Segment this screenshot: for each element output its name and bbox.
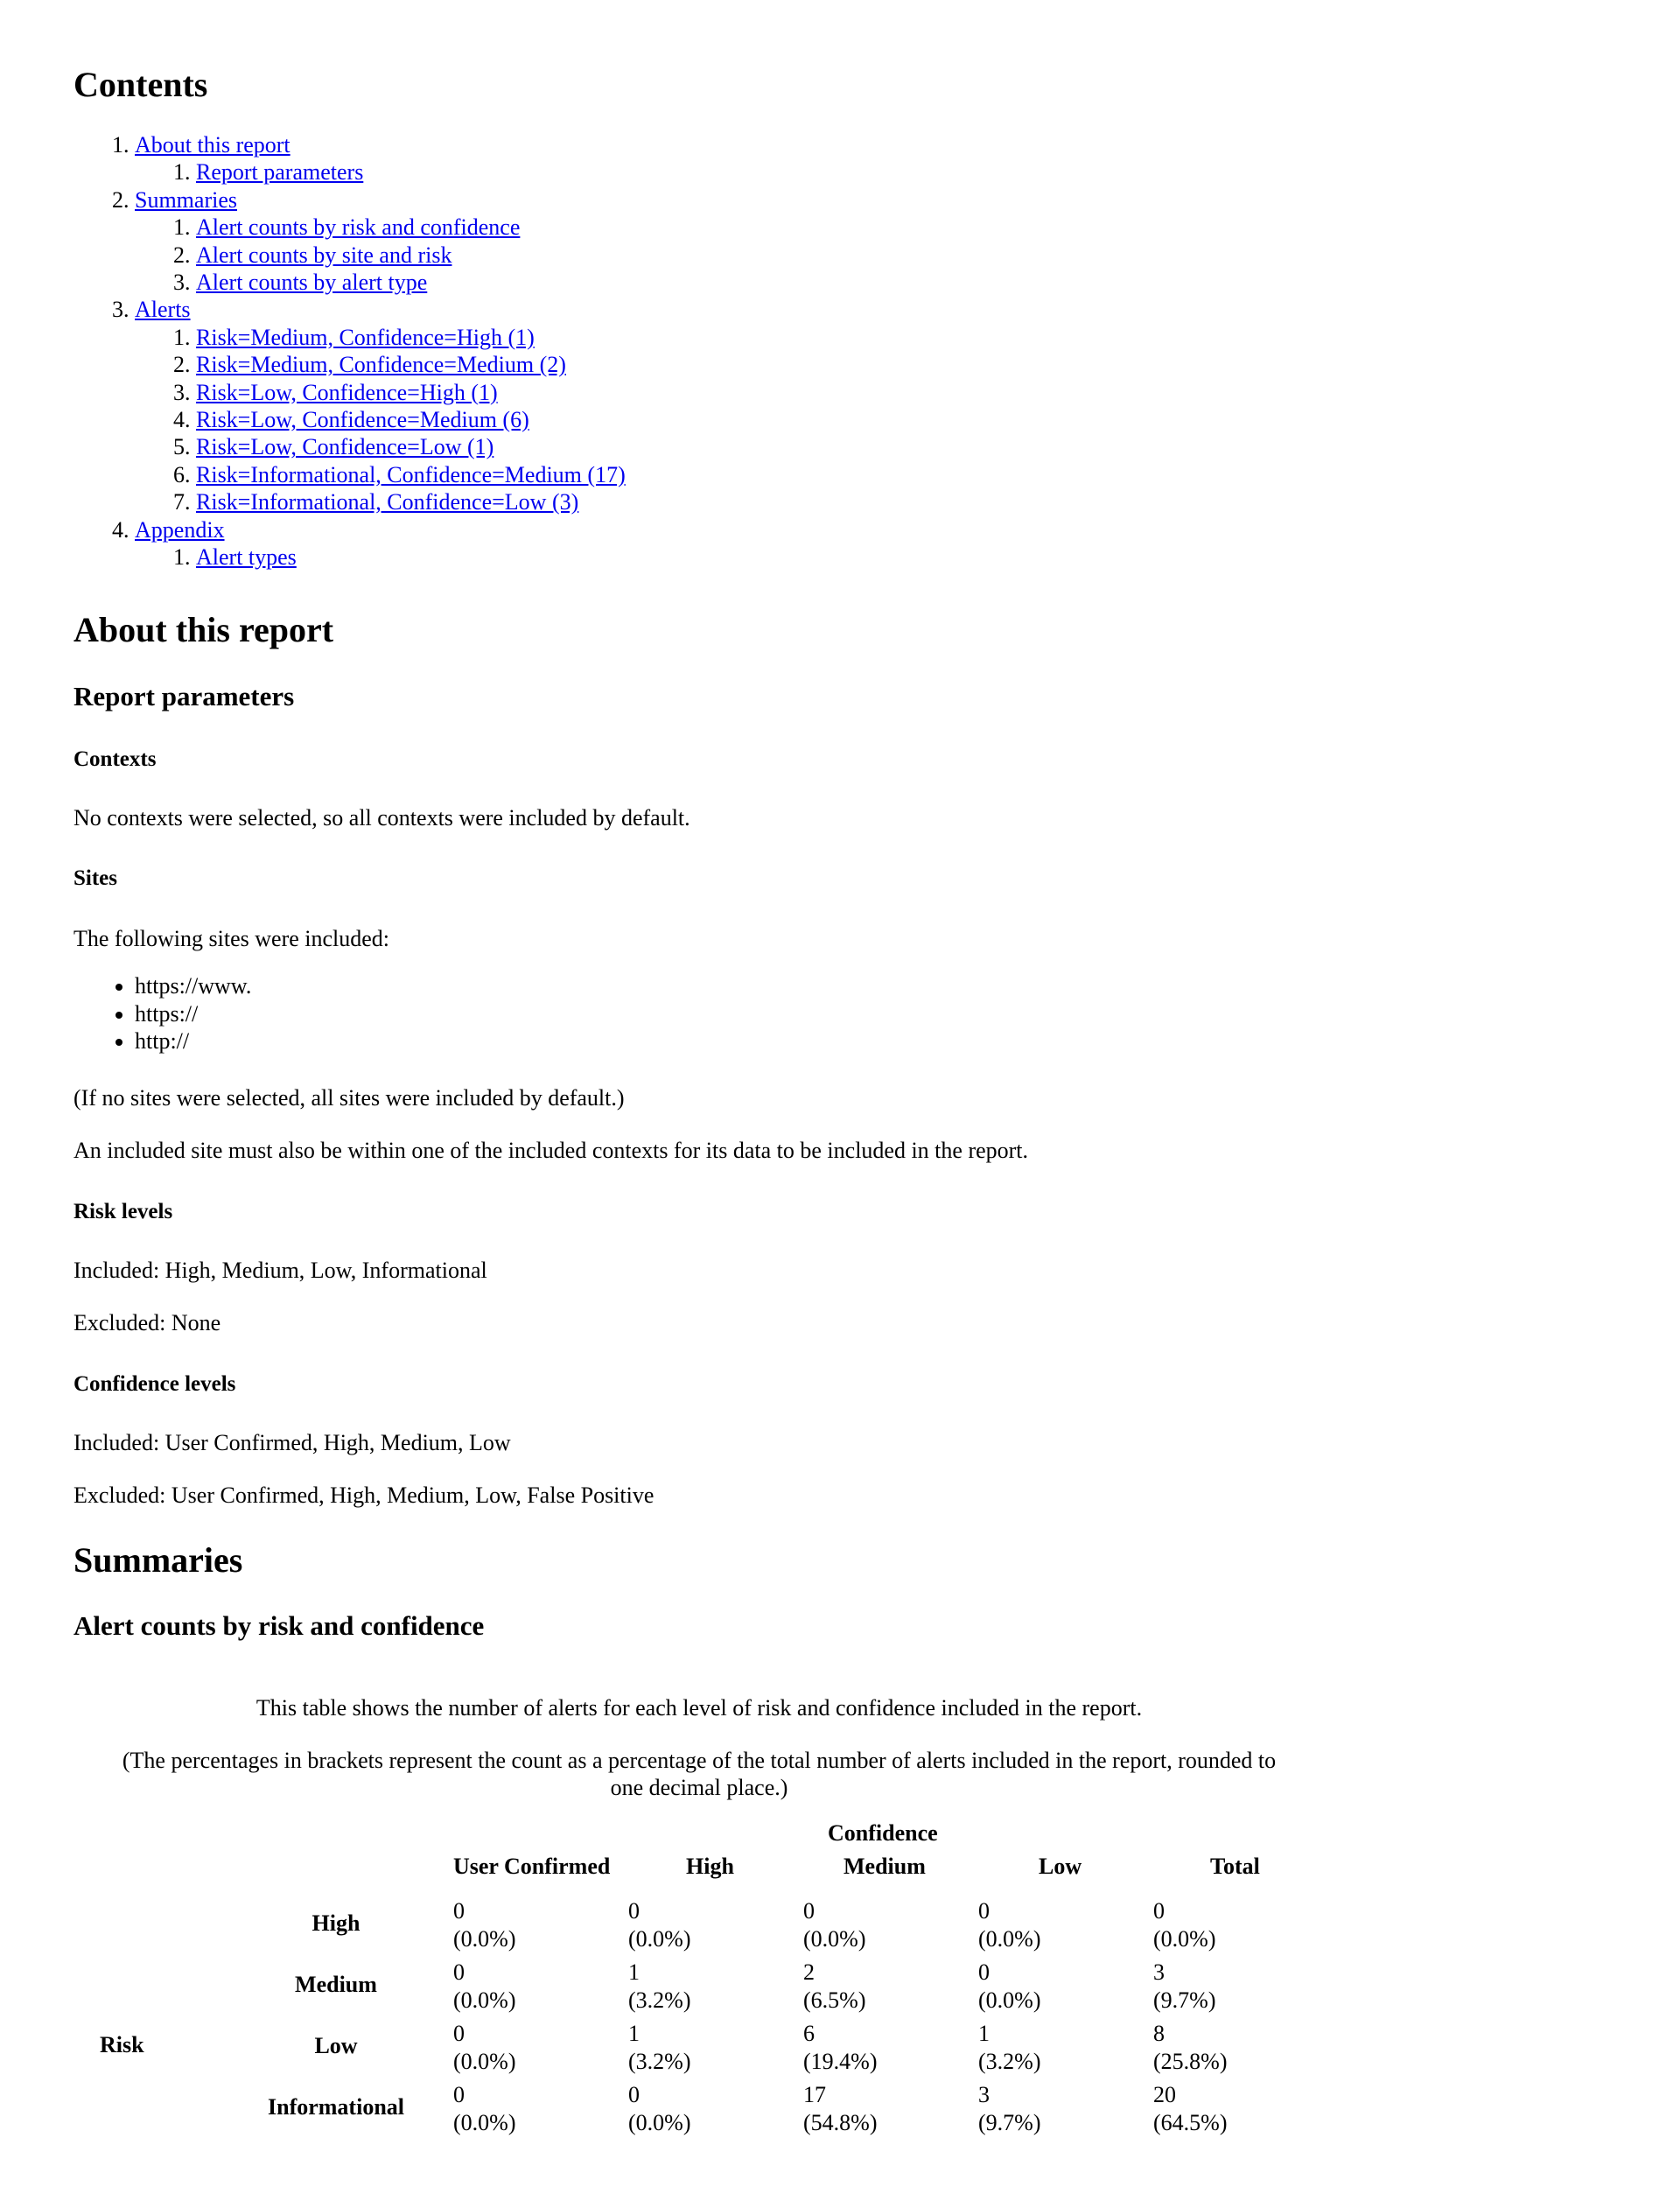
table-cell: 0 (0.0%) — [453, 1959, 516, 2013]
column-header-low: Low — [1039, 1854, 1082, 1879]
table-cell: 0 (0.0%) — [628, 1898, 691, 1952]
sites-note-context: An included site must also be within one of the included contexts for its data to be included in the report. — [74, 1138, 1029, 1163]
toc-item — [135, 296, 626, 515]
table-of-contents — [74, 131, 626, 571]
table-cell: 17 (54.8%) — [803, 2082, 878, 2135]
toc-link-alert-types[interactable]: Alert types — [196, 544, 297, 571]
table-cell: 0 (0.0%) — [978, 1959, 1041, 2013]
toc-link-alert-4[interactable]: Risk=Low, Confidence=Medium (6) — [196, 407, 529, 433]
table-note-line: (The percentages in brackets represent the count as a percentage of the total number of alerts included in the report, rounded to — [122, 1748, 1277, 1773]
column-header-high: High — [686, 1854, 734, 1879]
table-cell: 8 (25.8%) — [1153, 2021, 1228, 2074]
table-description: This table shows the number of alerts for each level of risk and confidence included in the report. — [256, 1695, 1143, 1721]
risk-levels-heading: Risk levels — [74, 1200, 173, 1223]
row-label-informational: Informational — [268, 2094, 404, 2120]
sites-list — [74, 972, 251, 1055]
risk-confidence-table — [74, 1820, 1386, 2153]
table-cell: 0 (0.0%) — [453, 1898, 516, 1952]
toc-item — [135, 131, 626, 186]
table-cell: 0 (0.0%) — [803, 1898, 866, 1952]
column-header-total: Total — [1210, 1854, 1260, 1879]
table-cell: 1 (3.2%) — [978, 2021, 1041, 2074]
about-heading: About this report — [74, 610, 334, 649]
toc-item — [135, 186, 626, 297]
table-cell: 6 (19.4%) — [803, 2021, 878, 2074]
column-header-medium: Medium — [844, 1854, 926, 1879]
column-header-user-confirmed: User Confirmed — [453, 1854, 611, 1879]
toc-link-alert-7[interactable]: Risk=Informational, Confidence=Low (3) — [196, 489, 579, 515]
confidence-levels-heading: Confidence levels — [74, 1372, 236, 1396]
table-cell: 0 (0.0%) — [1153, 1898, 1216, 1952]
toc-link-report-parameters[interactable]: Report parameters — [196, 159, 364, 186]
toc-link-alert-6[interactable]: Risk=Informational, Confidence=Medium (17) — [196, 461, 626, 487]
contexts-heading: Contexts — [74, 747, 157, 771]
toc-link-alert-1[interactable]: Risk=Medium, Confidence=High (1) — [196, 324, 535, 350]
confidence-excluded: Excluded: User Confirmed, High, Medium, Low, False Positive — [74, 1483, 654, 1508]
risk-included: Included: High, Medium, Low, Informational — [74, 1258, 487, 1283]
toc-link-appendix[interactable]: Appendix — [135, 516, 225, 543]
table-note-line: one decimal place.) — [610, 1775, 788, 1800]
toc-link-alert-type[interactable]: Alert counts by alert type — [196, 270, 428, 296]
sites-intro: The following sites were included: — [74, 926, 390, 951]
risk-excluded: Excluded: None — [74, 1310, 221, 1335]
risk-confidence-heading: Alert counts by risk and confidence — [74, 1610, 485, 1641]
risk-header: Risk — [100, 2032, 144, 2057]
table-cell: 0 (0.0%) — [453, 2082, 516, 2135]
table-cell: 3 (9.7%) — [978, 2082, 1041, 2135]
table-cell: 1 (3.2%) — [628, 2021, 691, 2074]
site-item: • http:// — [135, 1027, 251, 1055]
table-cell: 1 (3.2%) — [628, 1959, 691, 2013]
toc-link-summaries[interactable]: Summaries — [135, 186, 237, 213]
table-cell: 0 (0.0%) — [453, 2021, 516, 2074]
row-label-low: Low — [314, 2033, 358, 2058]
toc-link-alert-5[interactable]: Risk=Low, Confidence=Low (1) — [196, 434, 494, 460]
table-cell: 0 (0.0%) — [978, 1898, 1041, 1952]
toc-list — [74, 131, 626, 571]
site-item: • https:// — [135, 1000, 251, 1028]
row-label-medium: Medium — [295, 1972, 377, 1997]
summaries-heading: Summaries — [74, 1540, 243, 1580]
table-cell: 20 (64.5%) — [1153, 2082, 1228, 2135]
contents-heading: Contents — [74, 65, 208, 104]
toc-link-alert-2[interactable]: Risk=Medium, Confidence=Medium (2) — [196, 352, 566, 378]
toc-link-alerts[interactable]: Alerts — [135, 297, 191, 323]
report-parameters-heading: Report parameters — [74, 681, 295, 711]
toc-link-alert-3[interactable]: Risk=Low, Confidence=High (1) — [196, 379, 498, 405]
confidence-included: Included: User Confirmed, High, Medium, Low — [74, 1430, 511, 1455]
toc-link-site-risk[interactable]: Alert counts by site and risk — [196, 242, 452, 268]
table-cell: 3 (9.7%) — [1153, 1959, 1216, 2013]
sites-heading: Sites — [74, 866, 117, 890]
toc-link-risk-confidence[interactable]: Alert counts by risk and confidence — [196, 214, 521, 241]
table-cell: 0 (0.0%) — [628, 2082, 691, 2135]
sites-note: (If no sites were selected, all sites were included by default.) — [74, 1085, 625, 1111]
row-label-high: High — [312, 1910, 360, 1936]
site-item: • https://www. — [135, 972, 251, 1000]
confidence-header: Confidence — [828, 1820, 938, 1846]
contexts-text: No contexts were selected, so all contexts were included by default. — [74, 805, 690, 831]
toc-item — [135, 516, 626, 571]
table-cell: 2 (6.5%) — [803, 1959, 866, 2013]
table-note — [74, 1747, 1325, 1801]
toc-link-about[interactable]: About this report — [135, 132, 290, 158]
